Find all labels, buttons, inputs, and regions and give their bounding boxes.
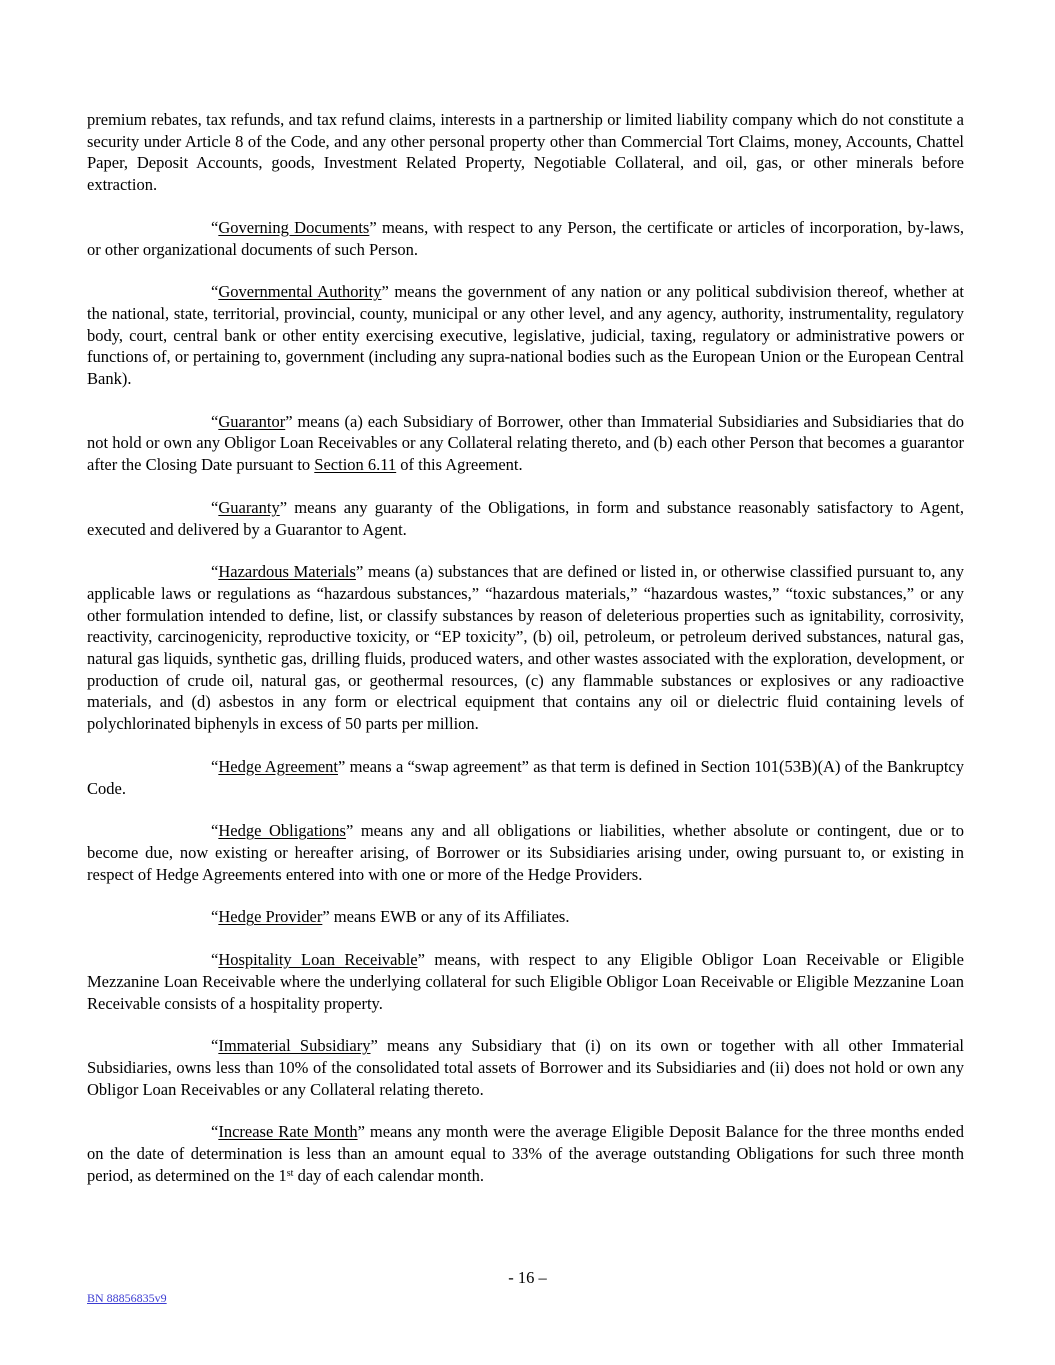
definition-guarantor (87, 411, 964, 476)
defined-term: Hedge Agreement (218, 756, 339, 776)
definition-immaterial-subsidiary (87, 1035, 964, 1100)
open-quote: “ (211, 497, 219, 517)
defined-term: Hazardous Materials (218, 562, 356, 582)
definition-text: ” means (a) each Subsidiary of Borrower, other than Immaterial Subsidiaries and Subsidiaries that do not hold or own any Obligor Loan Receivables or any Collateral relating thereto, and (b) each other Person that becomes a guarantor after the Closing Date pursuant to (87, 411, 964, 475)
definition-text: ” means (a) substances that are defined or listed in, or otherwise classified pursuant to, any applicable laws or regulations as “hazardous substances,” “hazardous materials,” “hazardous wastes,” “toxic substances,” or any other formulation intended to define, list, or classify substances by reason of deleterious properties such as ignitability, corrosivity, reactivity, carcinogenicity, reproductive toxicity, or “EP toxicity”, (b) oil, petroleum, or petroleum derived substances, natural gas, natural gas liquids, synthetic gas, drilling fluids, produced waters, and other wastes associated with the exploration, development, or production of crude oil, natural gas, or geothermal resources, (c) any flammable substances or explosives or any radioactive materials, and (d) asbestos in any form or electrical equipment that contains any oil or dielectric fluid containing levels of polychlorinated biphenyls in excess of 50 parts per million. (87, 562, 964, 734)
definition-text: ” means, with respect to any Person, the certificate or articles of incorporation, by-laws, or other organizational documents of such Person. (87, 217, 964, 259)
defined-term: Increase Rate Month (218, 1122, 358, 1142)
open-quote: “ (211, 217, 219, 237)
definition-text: ” means any guaranty of the Obligations, in form and substance reasonably satisfactory to Agent, executed and delivered by a Guarantor to Agent. (87, 497, 964, 539)
section-reference: Section 6.11 (314, 455, 397, 475)
definition-text: ” means any and all obligations or liabilities, whether absolute or contingent, due or to become due, now existing or hereafter arising, of Borrower or its Subsidiaries arising under, owing pursuant to, or existing in respect of Hedge Agreements entered into with one or more of the Hedge Providers. (87, 821, 964, 884)
open-quote: “ (211, 411, 219, 431)
definition-text: ” means, with respect to any Eligible Obligor Loan Receivable or Eligible Mezzanine Loan Receivable where the underlying collateral for such Eligible Obligor Loan Receivable or Eligible Mezzanine Loan Receivable consists of a hospitality property. (87, 950, 964, 1013)
defined-term: Immaterial Subsidiary (218, 1036, 371, 1056)
definition-text: ” means any month were the average Eligible Deposit Balance for the three months ended on the date of determination is less than an amount equal to 33% of the average outstanding Obligations for such three month period, as determined on the 1 (87, 1122, 964, 1185)
defined-term: Governmental Authority (218, 282, 382, 302)
open-quote: “ (211, 562, 219, 582)
definition-increase-rate-month (87, 1121, 964, 1186)
page-number: - 16 – (508, 1268, 547, 1287)
definition-hedge-agreement (87, 756, 964, 799)
ordinal-superscript: st (286, 1167, 294, 1179)
defined-term: Hedge Obligations (218, 821, 346, 841)
open-quote: “ (211, 907, 219, 927)
defined-term: Hedge Provider (218, 907, 323, 927)
open-quote: “ (211, 1036, 219, 1056)
open-quote: “ (211, 950, 219, 970)
open-quote: “ (211, 1122, 219, 1142)
open-quote: “ (211, 756, 219, 776)
document-body (87, 109, 964, 1207)
definition-text-end: of this Agreement. (396, 455, 523, 475)
defined-term: Governing Documents (218, 217, 370, 237)
defined-term: Guaranty (218, 497, 280, 517)
document-id-link[interactable]: BN 88856835v9 (87, 1291, 167, 1305)
definition-guaranty (87, 497, 964, 540)
definition-hospitality-loan-receivable (87, 949, 964, 1014)
definition-text-end: day of each calendar month. (293, 1165, 485, 1185)
defined-term: Hospitality Loan Receivable (218, 950, 418, 970)
definition-hazardous-materials (87, 561, 964, 735)
definition-text: ” means EWB or any of its Affiliates. (322, 907, 570, 927)
definition-governmental-authority (87, 281, 964, 390)
open-quote: “ (211, 282, 219, 302)
definition-hedge-provider (87, 906, 964, 928)
defined-term: Guarantor (218, 411, 286, 431)
definition-text: ” means any Subsidiary that (i) on its own or together with all other Immaterial Subsidiaries, owns less than 10% of the consolidated total assets of Borrower and its Subsidiaries and (ii) does not hold or own any Obligor Loan Receivables or any Collateral relating thereto. (87, 1036, 964, 1099)
definition-governing-documents (87, 217, 964, 260)
definition-hedge-obligations (87, 820, 964, 885)
definition-text: ” means the government of any nation or any political subdivision thereof, whether at the national, state, territorial, provincial, county, municipal or any other level, and any agency, authority, instrumentality, regulatory body, court, central bank or other entity exercising executive, legislative, judicial, taxing, regulatory or administrative powers or functions of, or pertaining to, government (including any supra-national bodies such as the European Union or the European Central Bank). (87, 282, 964, 389)
open-quote: “ (211, 821, 219, 841)
definition-text: ” means a “swap agreement” as that term is defined in Section 101(53B)(A) of the Bankruptcy Code. (87, 756, 964, 798)
opening-paragraph: premium rebates, tax refunds, and tax refund claims, interests in a partnership or limited liability company which do not constitute a security under Article 8 of the Code, and any other personal property other than Commercial Tort Claims, money, Accounts, Chattel Paper, Deposit Accounts, goods, Investment Related Property, Negotiable Collateral, and oil, gas, or other minerals before extraction. (87, 110, 964, 195)
